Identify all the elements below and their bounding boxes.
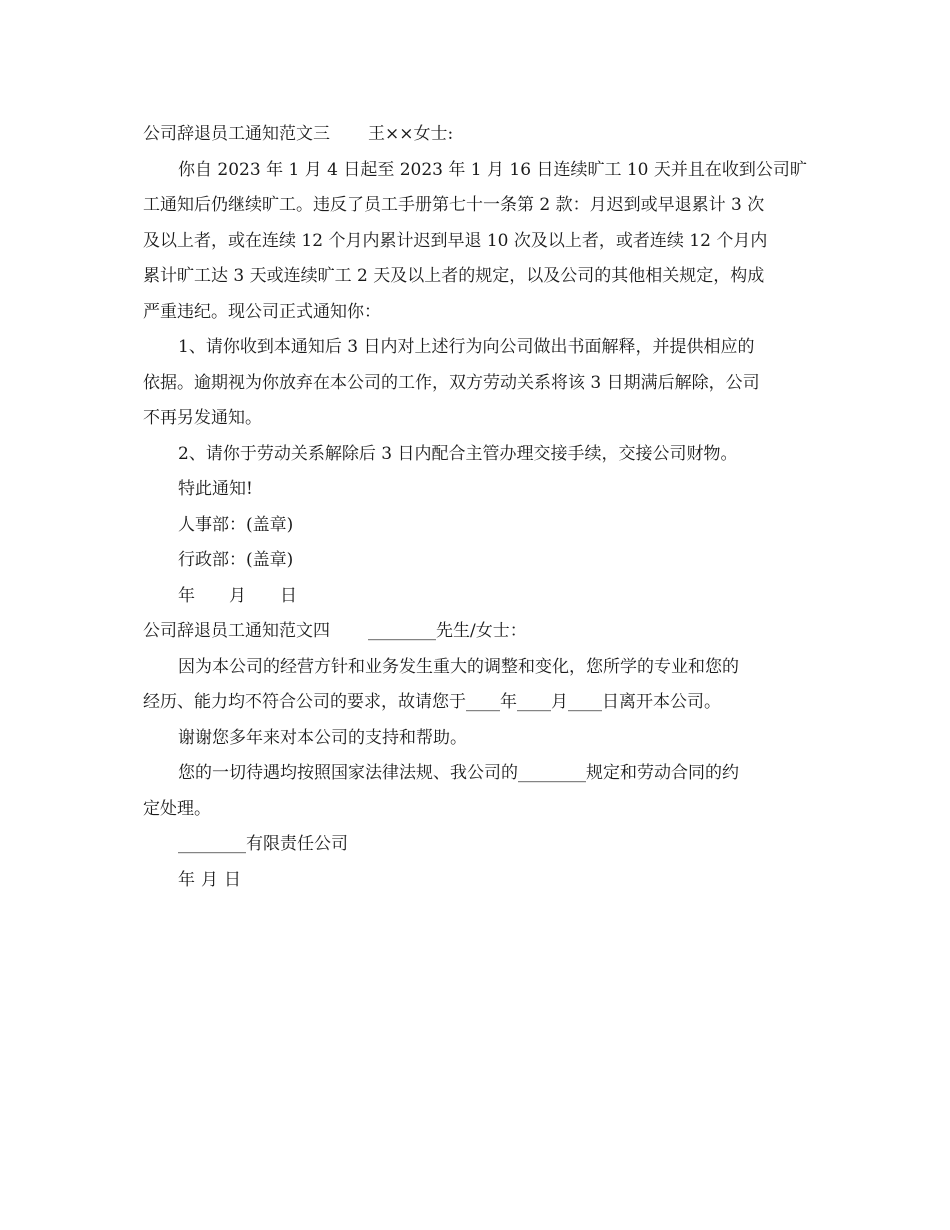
section4-salutation: ________先生/女士： (368, 621, 527, 641)
section3-closing: 特此通知! (178, 479, 253, 499)
section3-item1-line3: 不再另发通知。 (143, 408, 262, 428)
section4-company: ________有限责任公司 (178, 834, 348, 854)
section4-para1-line2: 经历、能力均不符合公司的要求，故请您于____年____月____日离开本公司。 (143, 692, 721, 712)
section4-date-month: 月 (201, 869, 218, 890)
section3-para1-line5: 严重违纪。现公司正式通知你： (143, 301, 381, 322)
section3-salutation: 王××女士: (368, 124, 454, 144)
section4-date-line (143, 863, 813, 899)
section4-para2-line2: 定处理。 (143, 798, 211, 819)
section4-thanks: 谢谢您多年来对本公司的支持和帮助。 (178, 727, 467, 748)
section3-item1-line1: 1、请你收到本通知后 3 日内对上述行为向公司做出书面解释，并提供相应的 (178, 337, 755, 357)
section3-item2: 2、请你于劳动关系解除后 3 日内配合主管办理交接手续，交接公司财物。 (178, 443, 738, 464)
section3-date-month: 月 (229, 585, 246, 606)
section4-para2-line1: 您的一切待遇均按照国家法律法规、我公司的________规定和劳动合同的约 (178, 763, 739, 783)
section3-date-line (143, 579, 813, 615)
section3-para1-line2: 工通知后仍继续旷工。违反了员工手册第七十一条第 2 款：月迟到或早退累计 3 次 (143, 195, 765, 215)
section3-para1-line3: 及以上者，或在连续 12 个月内累计迟到早退 10 次及以上者，或者连续 12 个月内 (143, 230, 768, 251)
section4-heading-line (143, 614, 813, 650)
section3-heading: 公司辞退员工通知范文三 (143, 124, 330, 144)
section3-date-day: 日 (280, 585, 297, 606)
section3-heading-line (143, 117, 813, 153)
section3-hr-dept: 人事部：(盖章) (178, 514, 294, 535)
section4-date-day: 日 (224, 869, 241, 890)
section3-item1-line2: 依据。逾期视为你放弃在本公司的工作，双方劳动关系将该 3 日期满后解除，公司 (143, 372, 760, 393)
section4-para1-line1: 因为本公司的经营方针和业务发生重大的调整和变化，您所学的专业和您的 (178, 656, 739, 677)
document-page (143, 117, 813, 898)
section4-heading: 公司辞退员工通知范文四 (143, 621, 330, 641)
section4-date-year: 年 (178, 869, 195, 890)
section3-admin-dept: 行政部：(盖章) (178, 550, 294, 570)
section3-date-year: 年 (178, 585, 195, 606)
section3-para1-line4: 累计旷工达 3 天或连续旷工 2 天及以上者的规定，以及公司的其他相关规定，构成 (143, 266, 765, 286)
section3-para1-line1: 你自 2023 年 1 月 4 日起至 2023 年 1 月 16 日连续旷工 10 天并且在收到公司旷 (178, 159, 807, 180)
